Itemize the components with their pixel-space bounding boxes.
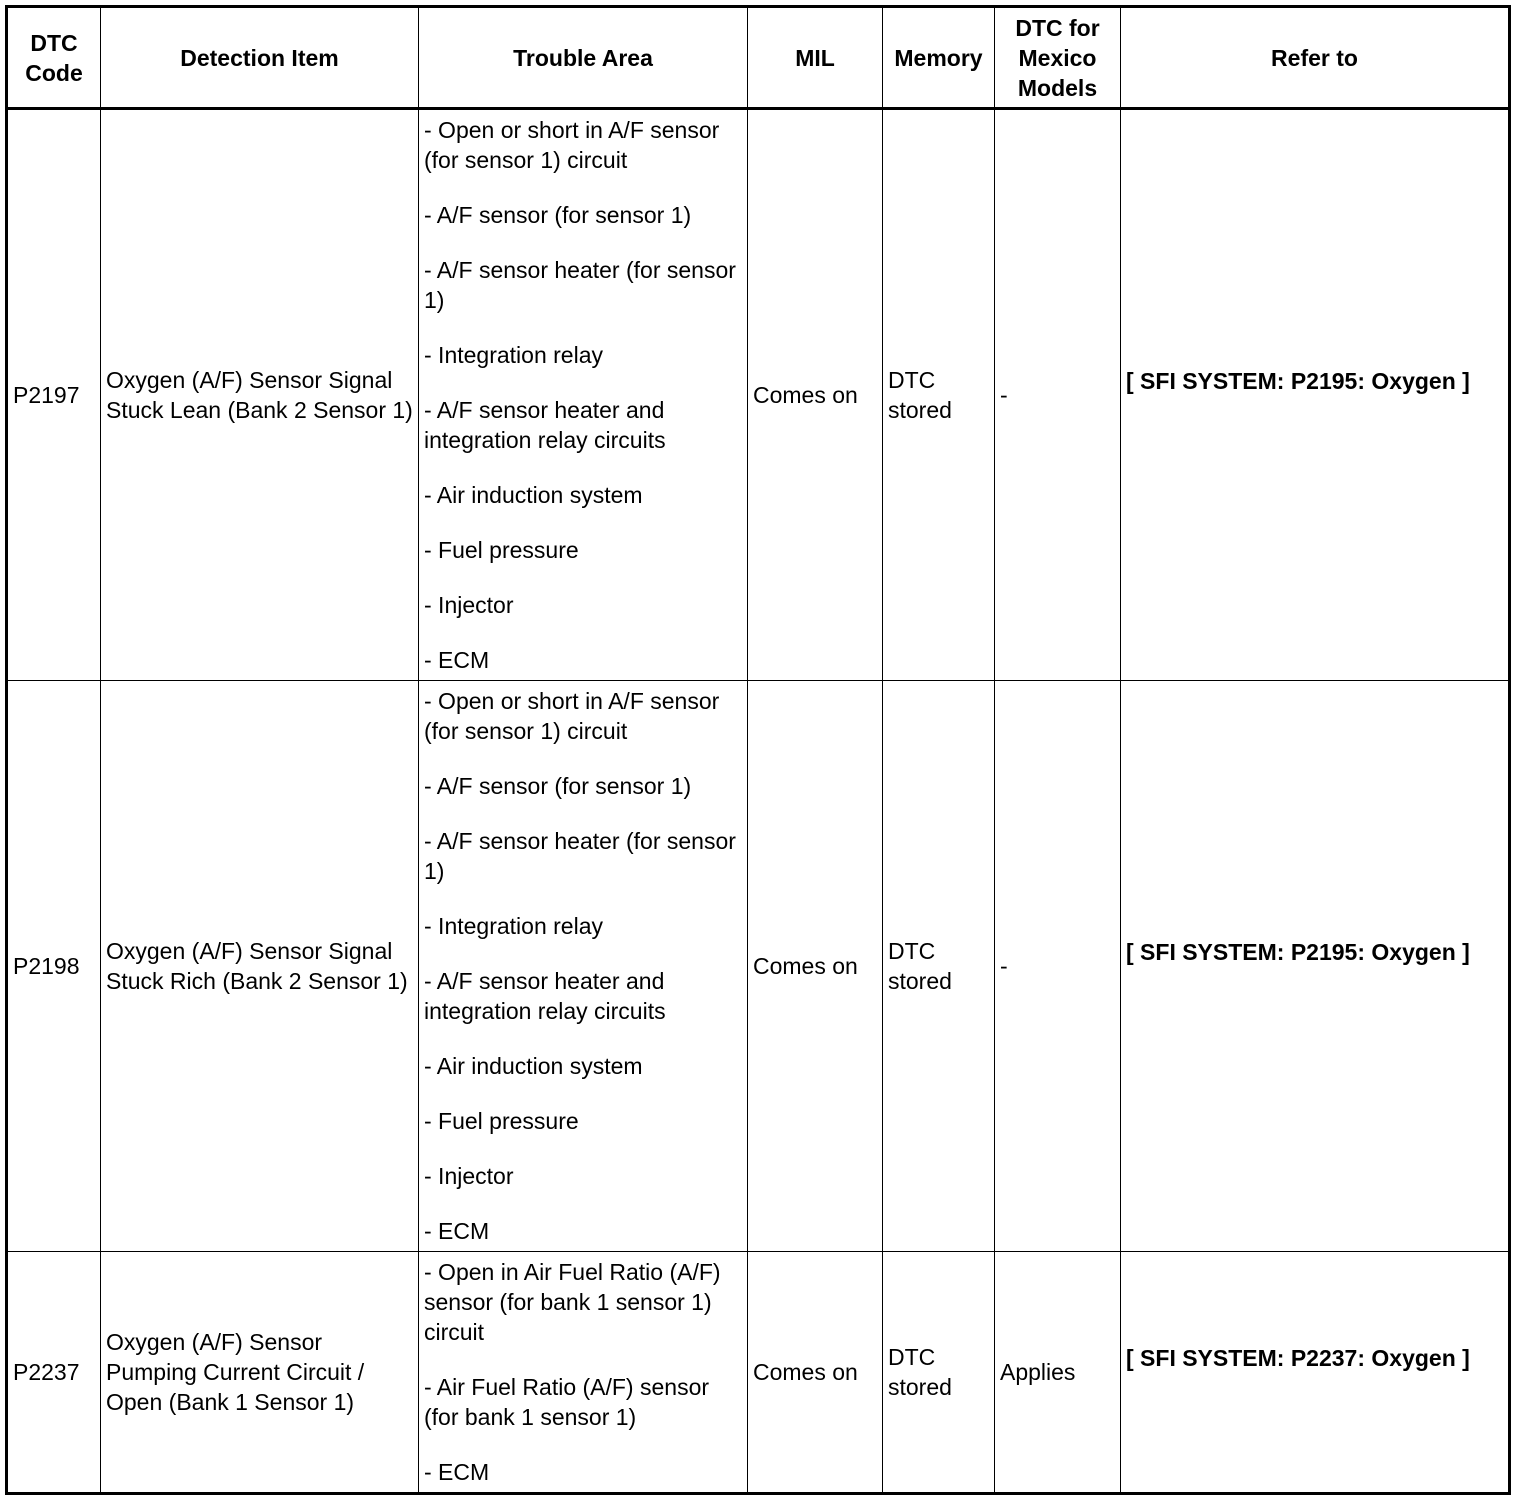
trouble-area-item: - Fuel pressure — [424, 1108, 579, 1134]
trouble-area-item: - A/F sensor heater (for sensor 1) — [424, 828, 736, 884]
trouble-area-item: - A/F sensor (for sensor 1) — [424, 202, 692, 228]
refer-to-cell — [1121, 1252, 1510, 1494]
mexico-models-cell: - — [995, 681, 1121, 1252]
trouble-area-item: - A/F sensor (for sensor 1) — [424, 773, 692, 799]
header-row — [7, 7, 1510, 109]
refer-to-cell — [1121, 681, 1510, 1252]
trouble-area-item: - A/F sensor heater (for sensor 1) — [424, 257, 736, 313]
detection-item-cell: Oxygen (A/F) Sensor Pumping Current Circuit / Open (Bank 1 Sensor 1) — [101, 1252, 419, 1494]
table-row — [7, 109, 1510, 681]
header-trouble-area: Trouble Area — [419, 7, 748, 109]
detection-item-cell: Oxygen (A/F) Sensor Signal Stuck Rich (Bank 2 Sensor 1) — [101, 681, 419, 1252]
trouble-area-item: - Open or short in A/F sensor (for sensor 1) circuit — [424, 117, 720, 173]
header-mexico-models: DTC for Mexico Models — [995, 7, 1121, 109]
trouble-area-item: - Air induction system — [424, 1053, 643, 1079]
mil-cell: Comes on — [748, 1252, 883, 1494]
header-memory: Memory — [883, 7, 995, 109]
dtc-table — [5, 5, 1511, 1495]
trouble-area-item: - Fuel pressure — [424, 537, 579, 563]
refer-to-link[interactable]: [ SFI SYSTEM: P2195: Oxygen ] — [1126, 939, 1470, 965]
refer-to-link[interactable]: [ SFI SYSTEM: P2237: Oxygen ] — [1126, 1345, 1470, 1371]
refer-to-link[interactable]: [ SFI SYSTEM: P2195: Oxygen ] — [1126, 368, 1470, 394]
memory-cell: DTC stored — [883, 681, 995, 1252]
trouble-area-cell — [419, 681, 748, 1252]
trouble-area-item: - Injector — [424, 1163, 514, 1189]
refer-to-cell — [1121, 109, 1510, 681]
trouble-area-item: - Integration relay — [424, 913, 603, 939]
trouble-area-item: - Integration relay — [424, 342, 603, 368]
header-refer-to: Refer to — [1121, 7, 1510, 109]
trouble-area-item: - Air Fuel Ratio (A/F) sensor (for bank 1 sensor 1) — [424, 1374, 710, 1430]
detection-item-cell: Oxygen (A/F) Sensor Signal Stuck Lean (Bank 2 Sensor 1) — [101, 109, 419, 681]
dtc-code-cell: P2197 — [7, 109, 101, 681]
header-dtc-code: DTC Code — [7, 7, 101, 109]
header-detection-item: Detection Item — [101, 7, 419, 109]
trouble-area-item: - Injector — [424, 592, 514, 618]
memory-cell: DTC stored — [883, 109, 995, 681]
mil-cell: Comes on — [748, 681, 883, 1252]
dtc-code-cell: P2237 — [7, 1252, 101, 1494]
mexico-models-cell: Applies — [995, 1252, 1121, 1494]
trouble-area-item: - ECM — [424, 1459, 490, 1485]
mil-cell: Comes on — [748, 109, 883, 681]
trouble-area-item: - A/F sensor heater and integration relay circuits — [424, 397, 666, 453]
dtc-code-cell: P2198 — [7, 681, 101, 1252]
trouble-area-item: - ECM — [424, 647, 490, 673]
trouble-area-item: - Open or short in A/F sensor (for sensor 1) circuit — [424, 688, 720, 744]
table-row — [7, 1252, 1510, 1494]
trouble-area-cell — [419, 109, 748, 681]
trouble-area-item: - ECM — [424, 1218, 490, 1244]
trouble-area-item: - Air induction system — [424, 482, 643, 508]
trouble-area-cell — [419, 1252, 748, 1494]
trouble-area-item: - Open in Air Fuel Ratio (A/F) sensor (for bank 1 sensor 1) circuit — [424, 1259, 721, 1345]
header-mil: MIL — [748, 7, 883, 109]
table-row — [7, 681, 1510, 1252]
memory-cell: DTC stored — [883, 1252, 995, 1494]
mexico-models-cell: - — [995, 109, 1121, 681]
trouble-area-item: - A/F sensor heater and integration relay circuits — [424, 968, 666, 1024]
